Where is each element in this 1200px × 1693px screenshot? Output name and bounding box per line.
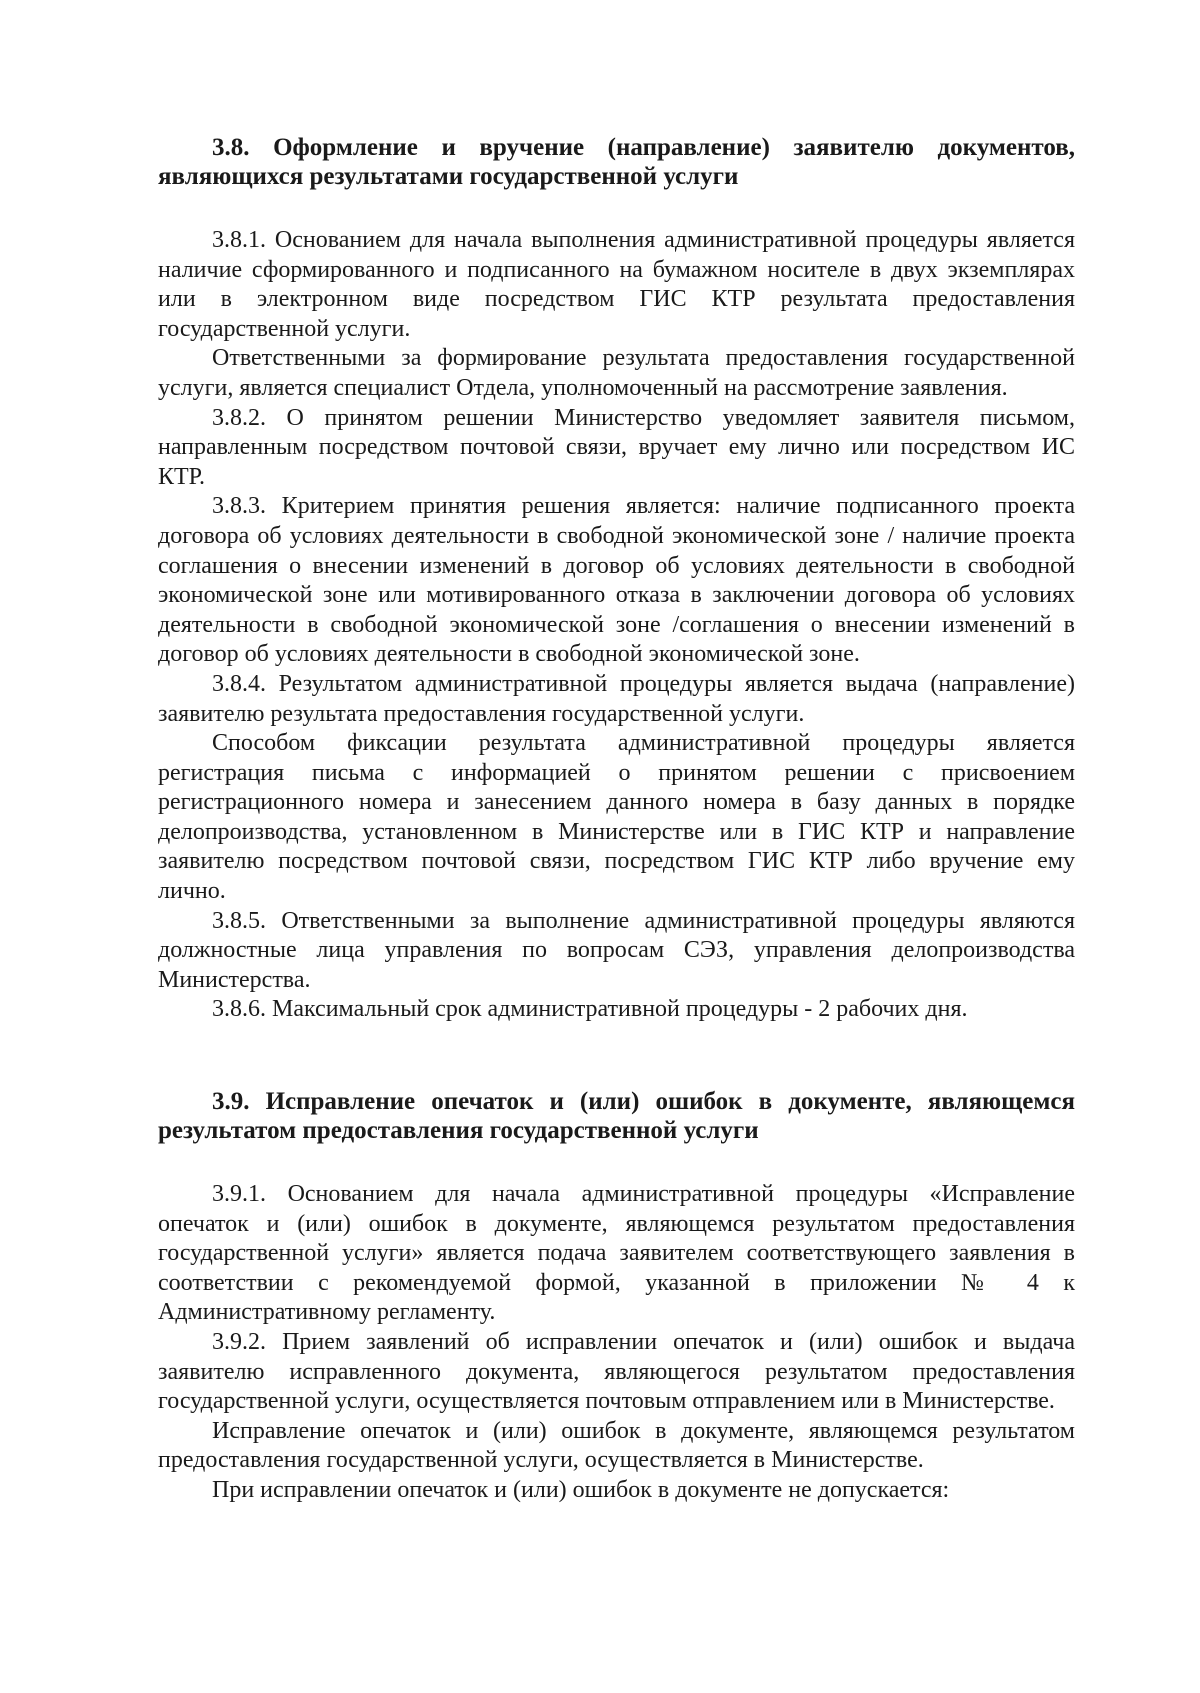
section-3-8-heading: 3.8. Оформление и вручение (направление) заявителю документов, являющихся результатами государственной услуги bbox=[158, 134, 1075, 190]
paragraph-3-9-2-correction: Исправление опечаток и (или) ошибок в документе, являющемся результатом предоставления государственной услуги, осуществляется в Министерстве. bbox=[158, 1417, 1075, 1474]
paragraph-3-9-2-not-allowed: При исправлении опечаток и (или) ошибок в документе не допускается: bbox=[212, 1476, 950, 1503]
paragraph-3-8-1: 3.8.1. Основанием для начала выполнения административной процедуры является наличие сформированного и подписанного на бумажном носителе в двух экземплярах или в электронном виде посредством ГИС КТР результата предоставления государственной услуги. bbox=[158, 227, 1075, 342]
paragraph-3-9-2: 3.9.2. Прием заявлений об исправлении опечаток и (или) ошибок и выдача заявителю исправленного документа, являющегося результатом предоставления государственной услуги, осуществляется почтовым отправлением или в Министерстве. bbox=[158, 1329, 1075, 1415]
paragraph-3-8-6: 3.8.6. Максимальный срок административной процедуры - 2 рабочих дня. bbox=[212, 996, 968, 1023]
paragraph-3-8-5: 3.8.5. Ответственными за выполнение административной процедуры являются должностные лица управления по вопросам СЭЗ, управления делопроизводства Министерства. bbox=[158, 907, 1075, 993]
paragraph-3-8-3: 3.8.3. Критерием принятия решения является: наличие подписанного проекта договора об условиях деятельности в свободной экономической зоне / наличие проекта соглашения о внесении изменений в договор об условиях деятельности в свободной экономической зоне или мотивированного отказа в заключении договора об условиях деятельности в свободной экономической зоне /соглашения о внесении изменений в договор об условиях деятельности в свободной экономической зоне. bbox=[158, 493, 1075, 668]
paragraph-3-8-4-fixation: Способом фиксации результата административной процедуры является регистрация письма с информацией о принятом решении с присвоением регистрационного номера и занесением данного номера в базу данных в порядке делопроизводства, установленном в Министерстве или в ГИС КТР и направление заявителю посредством почтовой связи, посредством ГИС КТР либо вручение ему лично. bbox=[158, 730, 1075, 905]
paragraph-3-8-2: 3.8.2. О принятом решении Министерство уведомляет заявителя письмом, направленным посредством почтовой связи, вручает ему лично или посредством ИС КТР. bbox=[158, 404, 1075, 490]
section-3-9-heading: 3.9. Исправление опечаток и (или) ошибок в документе, являющемся результатом предоставления государственной услуги bbox=[158, 1088, 1075, 1145]
paragraph-3-8-4: 3.8.4. Результатом административной процедуры является выдача (направление) заявителю результата предоставления государственной услуги. bbox=[158, 670, 1075, 727]
paragraph-3-8-1-responsible: Ответственными за формирование результата предоставления государственной услуги, является специалист Отдела, уполномоченный на рассмотрение заявления. bbox=[158, 345, 1075, 401]
paragraph-3-9-1: 3.9.1. Основанием для начала административной процедуры «Исправление опечаток и (или) ошибок в документе, являющемся результатом предоставления государственной услуги» является подача заявителем соответствующего заявления в соответствии с рекомендуемой формой, указанной в приложении № 4 к Административному регламенту. bbox=[158, 1181, 1075, 1326]
